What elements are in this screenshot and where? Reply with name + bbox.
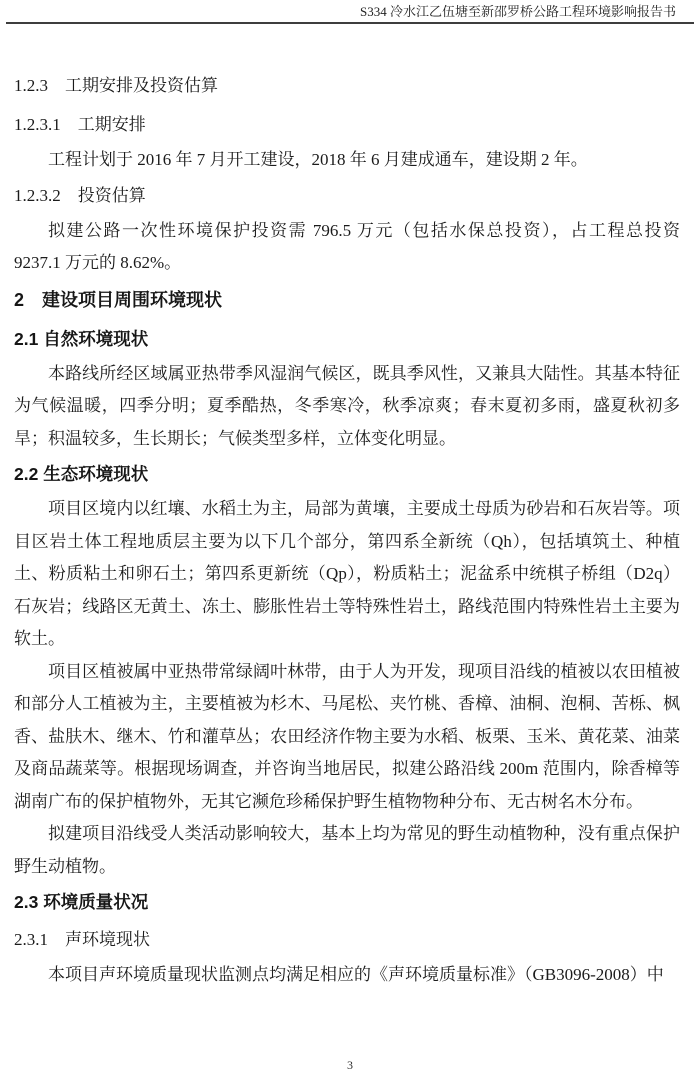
paragraph-soil-geology: 项目区境内以红壤、水稻土为主，局部为黄壤，主要成土母质为砂岩和石灰岩等。项目区岩土体工程地质层主要为以下几个部分，第四系全新统（Qh），包括填筑土、种植土、粉质粘土和卵石土；第四系更新统（Qp），粉质粘土；泥盆系中统棋子桥组（D2q）石灰岩；线路区无黄土、冻土、膨胀性岩土等特殊性岩土，路线范围内特殊性岩土主要为软土。 [14,499,680,648]
paragraph-climate: 本路线所经区域属亚热带季风湿润气候区，既具季风性，又兼具大陆性。其基本特征为气候温暖，四季分明；夏季酷热，冬季寒冷，秋季凉爽；春末夏初多雨，盛夏秋初多旱；积温较多，生长期长；气候类型多样，立体变化明显。 [14,363,680,448]
paragraph-vegetation: 项目区植被属中亚热带常绿阔叶林带，由于人为开发，现项目沿线的植被以农田植被和部分人工植被为主，主要植被为杉木、马尾松、夹竹桃、香樟、油桐、泡桐、苦栎、枫香、盐肤木、继木、竹和灌草丛；农田经济作物主要为水稻、板栗、玉米、黄花菜、油菜及商品蔬菜等。根据现场调查，并咨询当地居民，拟建公路沿线 200m 范围内，除香樟等湖南广布的保护植物外，无其它濒危珍稀保护野生植物物种分布、无古树名木分布。 [14,661,680,811]
paragraph-wildlife: 拟建项目沿线受人类活动影响较大，基本上均为常见的野生动植物种，没有重点保护野生动植物。 [14,824,680,876]
paragraph-environmental-investment: 拟建公路一次性环境保护投资需 796.5 万元（包括水保总投资），占工程总投资 9237.1 万元的 8.62%。 [14,220,680,272]
page-footer [0,1058,700,1073]
page-number: 3 [347,1058,353,1072]
header-title: S334 冷水江乙伍塘至新邵罗桥公路工程环境影响报告书 [360,4,676,19]
heading-2-1-natural-environment: 2.1 自然环境现状 [14,328,149,349]
page-header [6,0,694,24]
heading-1-2-3-2-investment-estimate: 1.2.3.2 投资估算 [14,185,146,205]
paragraph-acoustic-monitoring: 本项目声环境质量现状监测点均满足相应的《声环境质量标准》（GB3096-2008）中 [48,965,664,984]
heading-2-3-environmental-quality: 2.3 环境质量状况 [14,892,149,912]
heading-2-2-ecological-environment: 2.2 生态环境现状 [14,464,149,484]
heading-2-3-1-acoustic-environment: 2.3.1 声环境现状 [14,930,150,949]
document-body [14,66,680,992]
paragraph-construction-schedule: 工程计划于 2016 年 7 月开工建设，2018 年 6 月建成通车，建设期 2 年。 [48,150,588,169]
heading-1-2-3-1-schedule: 1.2.3.1 工期安排 [14,115,146,134]
heading-2-surrounding-environment-status: 2 建设项目周围环境现状 [14,289,223,310]
heading-1-2-3-schedule-and-investment: 1.2.3 工期安排及投资估算 [14,76,218,95]
